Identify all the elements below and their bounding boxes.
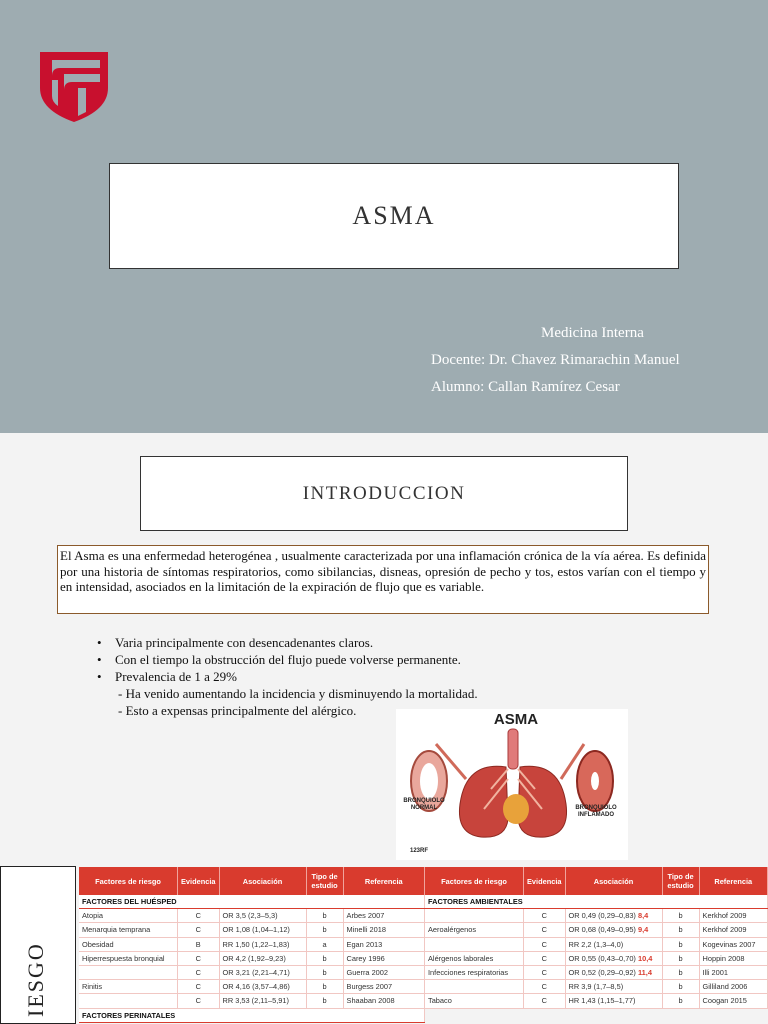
table-row: Aeroalérgenos C OR 0,68 (0,49–0,95) 9,4 b Kerkhof 2009: [425, 923, 768, 937]
col-header: Referencia: [699, 867, 767, 895]
table-row: Rinitis C OR 4,16 (3,57–4,86) b Burgess 2007: [79, 980, 425, 994]
col-header: Tipo de estudio: [662, 867, 699, 895]
col-header: Referencia: [343, 867, 424, 895]
slide-title: ASMA: [352, 201, 436, 230]
table-row: Hiperrespuesta bronquial C OR 4,2 (1,92–9,23) b Carey 1996: [79, 951, 425, 965]
risk-factors-label-box: [0, 866, 76, 1024]
table-row: Menarquia temprana C OR 1,08 (1,04–1,12) b Minelli 2018: [79, 923, 425, 937]
definition-box: El Asma es una enfermedad heterogénea , usualmente caracterizada por una inflamación crónica de la vía aérea. Es definida por una historia de síntomas respiratorios, como sibilancias, disneas, opresión de pecho y tos, estos varían con el tiempo y en intensidad, asociados en la limitación de la expiración de flujo que es variable.: [57, 545, 709, 614]
section-header: FACTORES PERINATALES: [79, 1008, 425, 1022]
col-header: Factores de riesgo: [79, 867, 178, 895]
bullet-item: • Prevalencia de 1 a 29%: [97, 668, 557, 685]
table-row: Tabaco C HR 1,43 (1,15–1,77) b Coogan 2015: [425, 994, 768, 1008]
col-header: Evidencia: [178, 867, 220, 895]
lungs-illustration-graphic: [396, 709, 628, 860]
section-header: FACTORES AMBIENTALES: [425, 895, 768, 909]
col-header: Factores de riesgo: [425, 867, 524, 895]
watermark-text: 123RF: [410, 848, 429, 854]
title-slide: [0, 0, 768, 433]
intro-heading-box: [140, 456, 628, 531]
table-row: C OR 0,49 (0,29–0,83) 8,4 b Kerkhof 2009: [425, 909, 768, 923]
col-header: Evidencia: [524, 867, 566, 895]
sub-bullet-item: - Esto a expensas principalmente del alérgico.: [118, 703, 357, 718]
teacher-name: Docente: Dr. Chavez Rimarachin Manuel: [431, 352, 680, 368]
label-normal-bronchiole: BRONQUIOLO NORMAL: [403, 798, 445, 811]
table-row: Atopia C OR 3,5 (2,3–5,3) b Arbes 2007: [79, 909, 425, 923]
table-row: Obesidad B RR 1,50 (1,22–1,83) a Egan 2013: [79, 937, 425, 951]
table-row: C OR 3,21 (2,21–4,71) b Guerra 2002: [79, 965, 425, 979]
intro-heading: INTRODUCCION: [302, 482, 466, 504]
course-name: Medicina Interna: [541, 325, 644, 341]
risk-factors-table-left: [79, 867, 425, 1023]
bullet-list: [97, 634, 557, 719]
table-row: C RR 3,53 (2,11–5,91) b Shaaban 2008: [79, 994, 425, 1008]
col-header: Asociación: [565, 867, 662, 895]
title-box: [109, 163, 679, 269]
sub-bullet-item: - Ha venido aumentando la incidencia y disminuyendo la mortalidad.: [118, 686, 478, 701]
col-header: Asociación: [219, 867, 306, 895]
bullet-item: • Varia principalmente con desencadenantes claros.: [97, 634, 557, 651]
table-row: C RR 3,9 (1,7–8,5) b Gilliland 2006: [425, 980, 768, 994]
risk-factors-side-label: IESGO: [23, 942, 48, 1017]
table-row: Alérgenos laborales C OR 0,55 (0,43–0,70) 10,4 b Hoppin 2008: [425, 951, 768, 965]
risk-factors-table-right: [425, 867, 768, 1009]
table-row: C RR 2,2 (1,3–4,0) b Kogevinas 2007: [425, 937, 768, 951]
section-header: FACTORES DEL HUÉSPED: [79, 895, 425, 909]
asthma-lungs-illustration: [396, 709, 628, 860]
student-name: Alumno: Callan Ramírez Cesar: [431, 379, 620, 395]
bullet-item: • Con el tiempo la obstrucción del flujo puede volverse permanente.: [97, 651, 557, 668]
col-header: Tipo de estudio: [306, 867, 343, 895]
label-inflamed-bronchiole: BRONQUIOLO INFLAMADO: [575, 805, 617, 818]
image-title: ASMA: [493, 711, 539, 728]
university-shield-logo: [38, 44, 110, 122]
table-row: Infecciones respiratorias C OR 0,52 (0,29–0,92) 11,4 b Illi 2001: [425, 965, 768, 979]
